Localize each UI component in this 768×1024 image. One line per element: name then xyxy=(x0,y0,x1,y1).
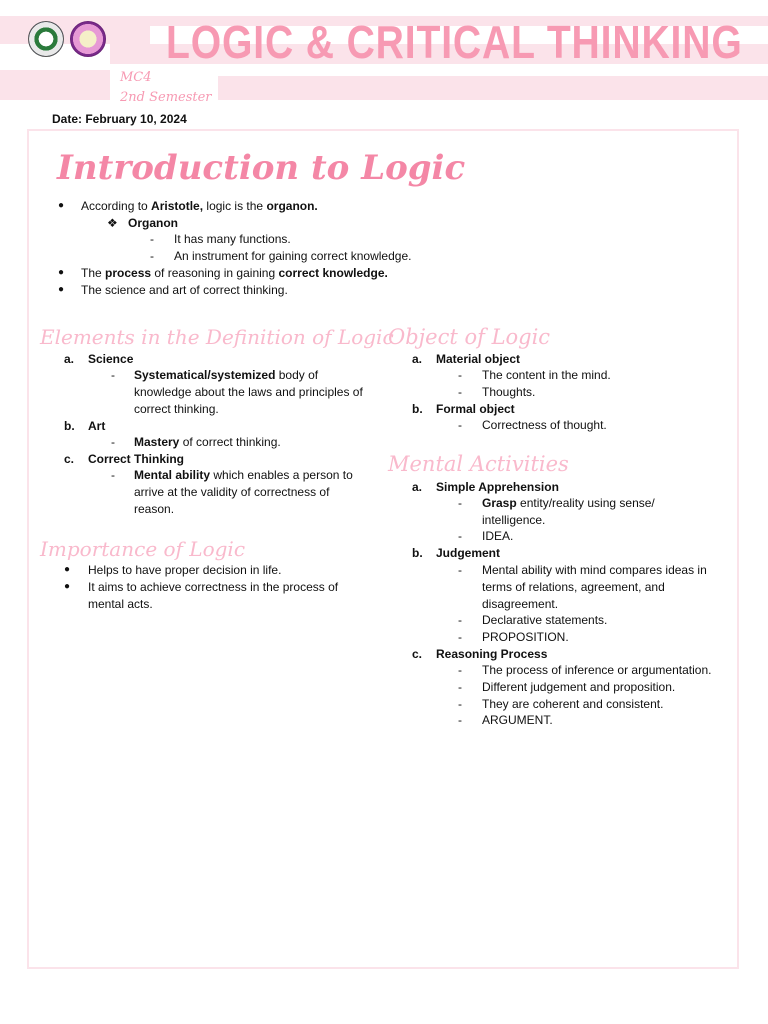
elements-science-line-2: knowledge about the laws and principles of xyxy=(134,385,363,399)
importance-line-3: mental acts. xyxy=(88,597,153,611)
list-letter: c. xyxy=(64,452,75,466)
dash-marker: - xyxy=(111,368,115,382)
list-letter: a. xyxy=(412,480,423,494)
importance-line-1: Helps to have proper decision in life. xyxy=(88,563,282,577)
dash-marker: - xyxy=(458,630,462,644)
bullet-marker: ● xyxy=(64,581,71,592)
mental-heading: Mental Activities xyxy=(388,452,569,476)
mental-judgement-line-3: disagreement. xyxy=(482,597,559,611)
list-letter: b. xyxy=(412,402,423,416)
dash-marker: - xyxy=(458,613,462,627)
mental-judgement-line-2: terms of relations, agreement, and xyxy=(482,580,665,594)
elements-heading: Elements in the Definition of Logic xyxy=(40,325,394,349)
bullet-marker: ● xyxy=(58,267,65,278)
dash-marker: - xyxy=(458,663,462,677)
dash-marker: - xyxy=(150,232,154,246)
mental-judgement-line-4: Declarative statements. xyxy=(482,613,608,627)
elements-science-line-1: Systematical/systemized body of xyxy=(134,368,319,382)
mental-judgement-line-5: PROPOSITION. xyxy=(482,630,569,644)
mental-reasoning-line-4: ARGUMENT. xyxy=(482,713,553,727)
dash-marker: - xyxy=(458,680,462,694)
list-letter: a. xyxy=(64,352,75,366)
organon-function-2: An instrument for gaining correct knowledge. xyxy=(174,249,412,263)
semester-label: 2nd Semester xyxy=(120,90,212,105)
bullet-marker: ● xyxy=(58,284,65,295)
course-code: MC4 xyxy=(120,70,152,85)
dash-marker: - xyxy=(111,468,115,482)
list-letter: b. xyxy=(64,419,75,433)
mental-apprehension-label: Simple Apprehension xyxy=(436,480,559,494)
intro-line-process: The process of reasoning in gaining correct knowledge. xyxy=(81,266,388,280)
list-letter: b. xyxy=(412,546,423,560)
object-formal-label: Formal object xyxy=(436,402,515,416)
mental-reasoning-line-3: They are coherent and consistent. xyxy=(482,697,664,711)
school-seal-logo xyxy=(28,21,64,57)
header-band-low-right xyxy=(218,76,768,100)
organon-label: Organon xyxy=(128,216,178,230)
page-title: LOGIC & CRITICAL THINKING xyxy=(166,16,743,68)
mental-judgement-label: Judgement xyxy=(436,546,501,560)
mental-apprehension-line-1: Grasp entity/reality using sense/ xyxy=(482,496,655,510)
list-letter: c. xyxy=(412,647,423,661)
elements-art-label: Art xyxy=(88,419,106,433)
mental-apprehension-line-2: intelligence. xyxy=(482,513,546,527)
date-label: Date: February 10, 2024 xyxy=(52,112,187,126)
object-heading: Object of Logic xyxy=(388,325,551,349)
dash-marker: - xyxy=(458,418,462,432)
dash-marker: - xyxy=(458,563,462,577)
elements-science-line-3: correct thinking. xyxy=(134,402,219,416)
intro-line-aristotle: According to Aristotle, logic is the organon. xyxy=(81,199,318,213)
object-material-label: Material object xyxy=(436,352,521,366)
list-letter: a. xyxy=(412,352,423,366)
mental-reasoning-line-2: Different judgement and proposition. xyxy=(482,680,676,694)
header-band-low-left xyxy=(0,70,110,100)
dash-marker: - xyxy=(458,385,462,399)
department-seal-logo xyxy=(70,21,106,57)
dash-marker: - xyxy=(150,249,154,263)
elements-correct-thinking-label: Correct Thinking xyxy=(88,452,185,466)
diamond-marker: ❖ xyxy=(107,216,118,230)
elements-correct-thinking-line-1: Mental ability which enables a person to xyxy=(134,468,353,482)
importance-heading: Importance of Logic xyxy=(40,537,246,561)
elements-correct-thinking-line-2: arrive at the validity of correctness of xyxy=(134,485,330,499)
dash-marker: - xyxy=(458,368,462,382)
mental-apprehension-line-3: IDEA. xyxy=(482,529,514,543)
intro-heading: Introduction to Logic xyxy=(57,148,466,188)
dash-marker: - xyxy=(458,713,462,727)
organon-function-1: It has many functions. xyxy=(174,232,291,246)
bullet-marker: ● xyxy=(58,200,65,211)
elements-science-label: Science xyxy=(88,352,134,366)
elements-correct-thinking-line-3: reason. xyxy=(134,502,175,516)
object-material-line-1: The content in the mind. xyxy=(482,368,611,382)
dash-marker: - xyxy=(458,697,462,711)
dash-marker: - xyxy=(458,496,462,510)
elements-art-line-1: Mastery of correct thinking. xyxy=(134,435,281,449)
intro-line-science: The science and art of correct thinking. xyxy=(81,283,288,297)
object-material-line-2: Thoughts. xyxy=(482,385,536,399)
mental-judgement-line-1: Mental ability with mind compares ideas in xyxy=(482,563,707,577)
bullet-marker: ● xyxy=(64,564,71,575)
mental-reasoning-label: Reasoning Process xyxy=(436,647,548,661)
dash-marker: - xyxy=(458,529,462,543)
importance-line-2: It aims to achieve correctness in the process of xyxy=(88,580,339,594)
object-formal-line-1: Correctness of thought. xyxy=(482,418,607,432)
dash-marker: - xyxy=(111,435,115,449)
mental-reasoning-line-1: The process of inference or argumentation. xyxy=(482,663,712,677)
